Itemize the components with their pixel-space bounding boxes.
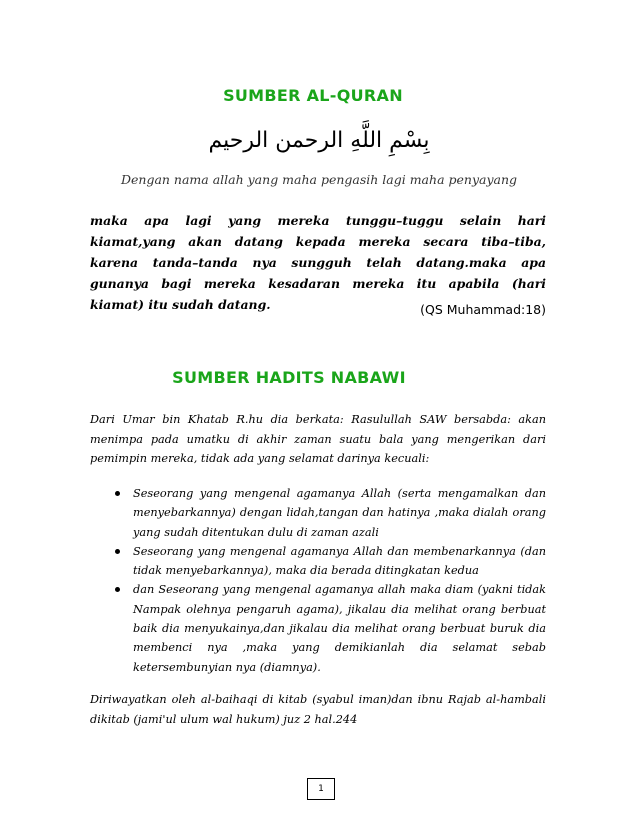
- list-item-text: Seseorang yang mengenal agamanya Allah (serta mengamalkan dan menyebarkannya) dengan lidah,tangan dan hatinya ,maka dialah orang yang sudah ditentukan dulu di zaman azali: [133, 487, 546, 539]
- arabic-basmala: بِسْمِ اللَّهِ الرحمن الرحيم: [208, 128, 430, 153]
- heading-text: SUMBER AL-QURAN: [223, 86, 403, 105]
- basmala-translation: Dengan nama allah yang maha pengasih lagi maha penyayang: [120, 172, 518, 187]
- heading-sumber-al-quran: [0, 86, 638, 105]
- list-item-text: dan Seseorang yang mengenal agamanya allah maka diam (yakni tidak Nampak olehnya pengaruh agama), jikalau dia melihat orang berbuat baik dia menyukainya,dan jikalau dia melihat orang berbuat buruk dia membenci nya ,maka yang demikianlah dia selamat sebab ketersembunyian nya (diamnya).: [133, 583, 546, 674]
- narration-source: Diriwayatkan oleh al-baihaqi di kitab (syabul iman)dan ibnu Rajab al-hambali dikitab (jami'ul ulum wal hukum) juz 2 hal.244: [90, 693, 546, 726]
- list-item: [90, 580, 546, 676]
- list-item: [90, 484, 546, 542]
- list-item-text: Seseorang yang mengenal agamanya Allah dan membenarkannya (dan tidak menyebarkannya), maka dia berada ditingkatan kedua: [133, 544, 546, 578]
- bullet-icon: [115, 549, 120, 554]
- heading-text: SUMBER HADITS NABAWI: [172, 368, 406, 387]
- hadith-intro-paragraph: Dari Umar bin Khatab R.hu dia berkata: Rasulullah SAW bersabda: akan menimpa pada umatku di akhir zaman suatu bala yang mengerikan dari pemimpin mereka, tidak ada yang selamat darinya kecuali:: [90, 413, 546, 465]
- bullet-icon: [115, 587, 120, 592]
- page-number: 1: [307, 778, 335, 800]
- quran-verse-text: maka apa lagi yang mereka tunggu–tuggu selain hari kiamat,yang akan datang kepada mereka secara tiba–tiba, karena tanda–tanda nya sungguh telah datang.maka apa gunanya bagi mereka kesadaran mereka itu apabila (hari kiamat) itu sudah datang.: [90, 213, 546, 312]
- hadith-bullet-list: [90, 484, 546, 677]
- list-item: [90, 542, 546, 581]
- bullet-icon: [115, 491, 120, 496]
- heading-sumber-hadits-nabawi: [0, 368, 638, 387]
- verse-citation: (QS Muhammad:18): [420, 302, 546, 317]
